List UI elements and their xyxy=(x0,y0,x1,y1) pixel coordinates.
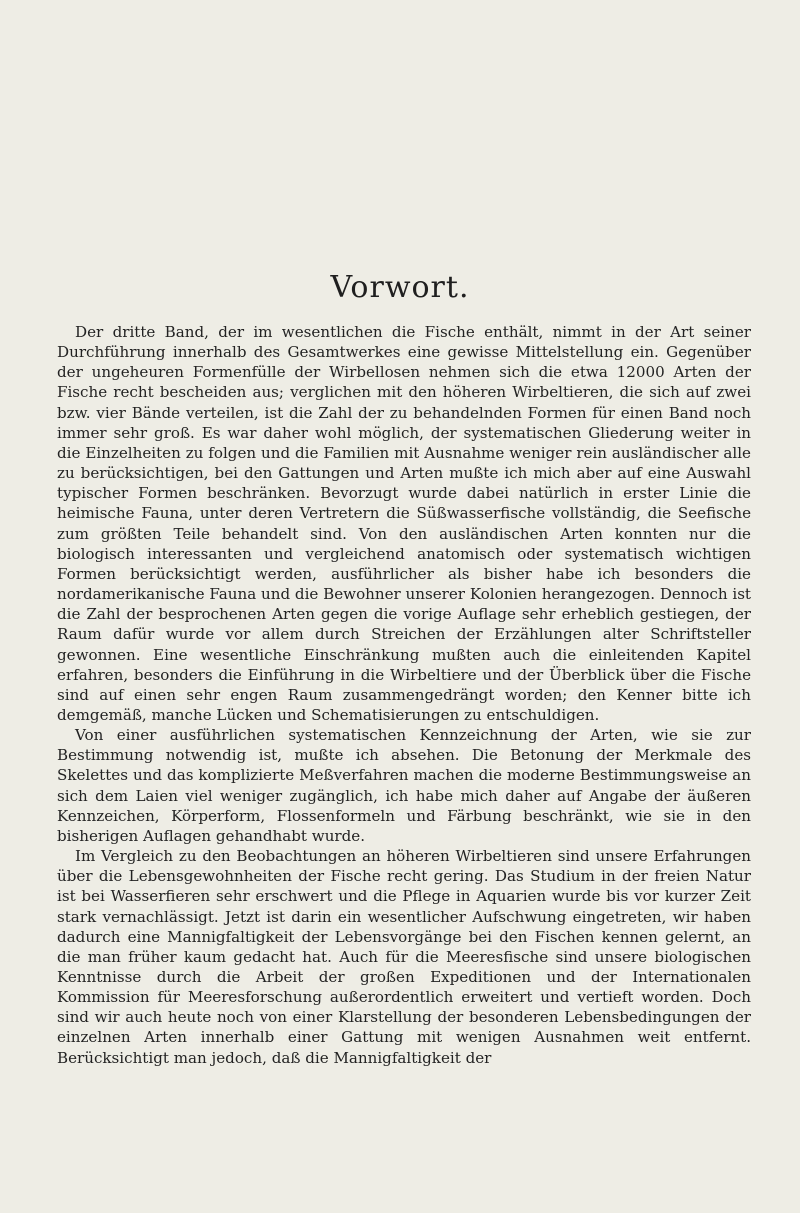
paragraph-2: Von einer ausführlichen systematischen Kennzeichnung der Arten, wie sie zur Bestimmung notwendig ist, mußte ich absehen. Die Betonung der Merkmale des Skelettes und das komplizierte Meßverfahren machen die moderne Bestimmungsweise an sich dem Laien viel weniger zugänglich, ich habe mich daher auf Angabe der äußeren Kennzeichen, Körperform, Flossenformeln und Färbung beschränkt, wie sie in den bisherigen Auflagen gehandhabt wurde. xyxy=(57,726,751,845)
paragraph-1: Der dritte Band, der im wesentlichen die Fische enthält, nimmt in der Art seiner Durchführung innerhalb des Gesamtwerkes eine gewisse Mittelstellung ein. Gegenüber der ungeheuren Formenfülle der Wirbellosen nehmen sich die etwa 12000 Arten der Fische recht bescheiden aus; verglichen mit den höheren Wirbeltieren, die sich auf zwei bzw. vier Bände verteilen, ist die Zahl der zu behandelnden Formen für einen Band noch immer sehr groß. Es war daher wohl möglich, der systematischen Gliederung weiter in die Einzelheiten zu folgen und die Familien mit Ausnahme weniger rein ausländischer alle zu berücksichtigen, bei den Gattungen und Arten mußte ich mich aber auf eine Auswahl typischer Formen beschränken. Bevorzugt wurde dabei natürlich in erster Linie die heimische Fauna, unter deren Vertretern die Süßwasserfische vollständig, die Seefische zum größten Teile behandelt sind. Von den ausländischen Arten konnten nur die biologisch interessanten und vergleichend anatomisch oder systematisch wichtigen Formen berücksichtigt werden, ausführlicher als bisher habe ich besonders die nordamerikanische Fauna und die Bewohner unserer Kolonien herangezogen. Dennoch ist die Zahl der besprochenen Arten gegen die vorige Auflage sehr erheblich gestiegen, der Raum dafür wurde vor allem durch Streichen der Erzählungen alter Schriftsteller gewonnen. Eine wesentliche Einschränkung mußten auch die einleitenden Kapitel erfahren, besonders die Einführung in die Wirbeltiere und der Überblick über die Fische sind auf einen sehr engen Raum zusammengedrängt worden; den Kenner bitte ich demgemäß, manche Lücken und Schematisierungen zu entschuldigen. xyxy=(57,323,752,724)
paragraph-3: Im Vergleich zu den Beobachtungen an höheren Wirbeltieren sind unsere Erfahrungen über die Lebensgewohnheiten der Fische recht gering. Das Studium in der freien Natur ist bei Wasserfieren sehr erschwert und die Pflege in Aquarien wurde bis vor kurzer Zeit stark vernachlässigt. Jetzt ist darin ein wesentlicher Aufschwung eingetreten, wir haben dadurch eine Mannigfaltigkeit der Lebensvorgänge bei den Fischen kennen gelernt, an die man früher kaum gedacht hat. Auch für die Meeresfische sind unsere biologischen Kenntnisse durch die Arbeit der großen Expeditionen und der Internationalen Kommission für Meeresforschung außerordentlich erweitert und vertieft worden. Doch sind wir auch heute noch von einer Klarstellung der besonderen Lebensbedingungen der einzelnen Arten innerhalb einer Gattung mit wenigen Ausnahmen weit entfernt. Berücksichtigt man jedoch, daß die Mannigfaltigkeit der xyxy=(57,847,751,1067)
page-title: Vorwort. xyxy=(330,270,470,305)
body-text xyxy=(57,322,751,1068)
